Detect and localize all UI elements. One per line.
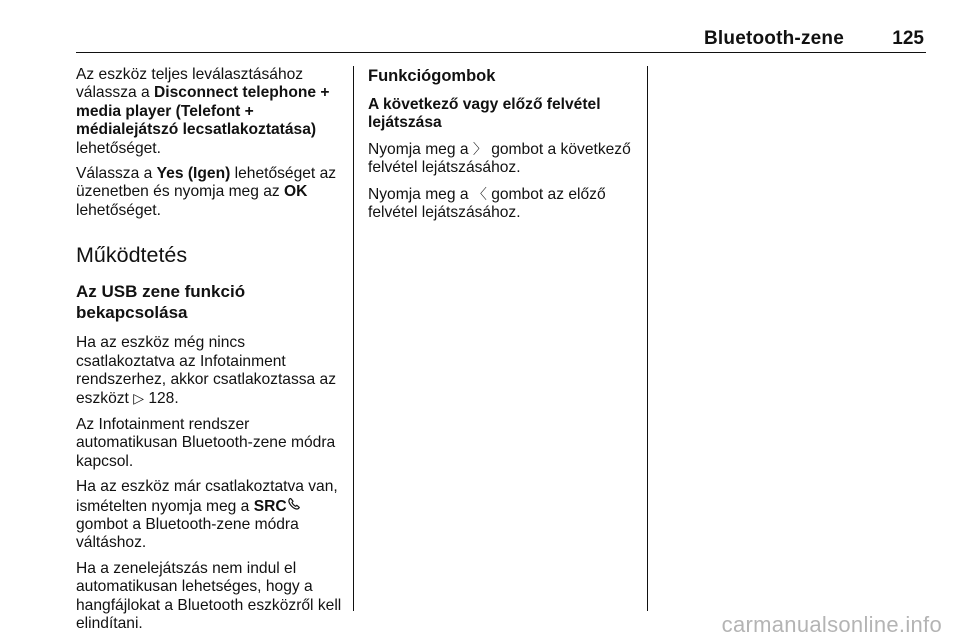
paragraph-manual-start: Ha a zenelejátszás nem indul el automatikusan lehetséges, hogy a hangfájlokat a Bluetooth eszközről kell elindítani. (76, 559, 342, 632)
paragraph-connect: Ha az eszköz még nincs csatlakoztatva az Infotainment rendszerhez, akkor csatlakoztassa az eszközt ▷ 128. (76, 334, 337, 408)
paragraph-auto-switch: Az Infotainment rendszer automatikusan Bluetooth-zene módra kapcsol. (76, 415, 336, 470)
phone-handset-icon (287, 497, 301, 515)
paragraph-prev: Nyomja meg a 〈 gombot az előző felvétel lejátszásához. (368, 185, 606, 222)
function-buttons-heading: Funkciógombok (368, 67, 496, 85)
menu-option-disconnect: Disconnect telephone + media player (Telefont + médialejátszó lecsatlakoztatása) (76, 84, 330, 139)
option-yes: Yes (Igen) (156, 165, 231, 183)
prev-chevron-icon: 〈 (472, 185, 487, 202)
paragraph-next: Nyomja meg a 〉 gombot a következő felvétel lejátszásához. (368, 140, 631, 177)
option-ok: OK (284, 183, 308, 201)
section-heading: Működtetés (76, 243, 188, 268)
paragraph-src: Ha az eszköz már csatlakoztatva van, ismételten nyomja meg a SRC gombot a Bluetooth-zene módra váltáshoz. (76, 478, 338, 552)
sub-heading-next-prev: A következő vagy előző felvétel lejátszása (368, 96, 601, 132)
src-button-label: SRC (253, 497, 287, 515)
page-number: 125 (892, 28, 924, 49)
sub-heading-usb: Az USB zene funkció bekapcsolása (76, 282, 246, 323)
watermark: carmanualsonline.info (721, 612, 942, 637)
page-header (76, 26, 926, 53)
page-reference: 128 (148, 390, 175, 408)
triangle-ref-icon: ▷ (133, 390, 144, 407)
paragraph-disconnect: Az eszköz teljes leválasztásához válassza a Disconnect telephone + media player (Telefont + médialejátszó lecsatlakoztatása) lehetőséget. (76, 66, 330, 157)
column-divider-left (353, 66, 354, 611)
column-divider-right (647, 66, 648, 611)
column-middle (368, 66, 640, 229)
page-title: Bluetooth-zene (703, 28, 844, 49)
paragraph-confirm: Válassza a Yes (Igen) lehetőséget az üzenetben és nyomja meg az OK lehetőséget. (76, 165, 337, 219)
column-left (76, 66, 348, 640)
next-chevron-icon: 〉 (472, 140, 487, 157)
